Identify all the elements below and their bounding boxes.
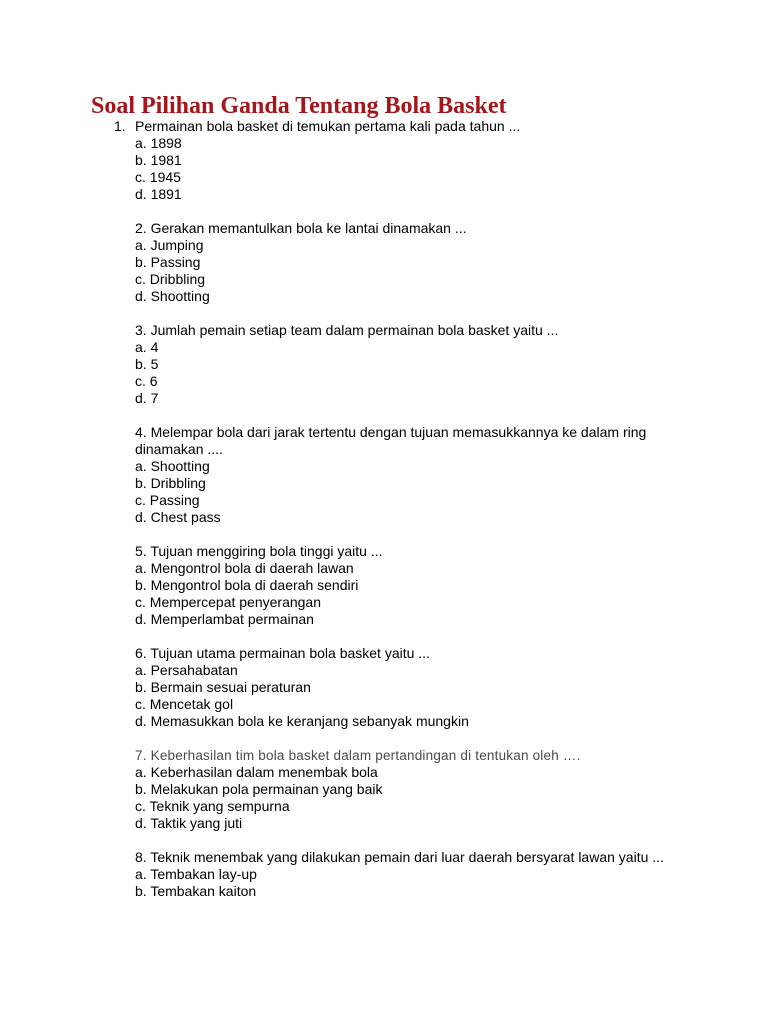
question-list bbox=[0, 118, 768, 900]
answer-option: d. Taktik yang juti bbox=[135, 815, 243, 831]
answer-option: b. Tembakan kaiton bbox=[135, 883, 257, 899]
question-2 bbox=[0, 220, 768, 305]
answer-option: b. Dribbling bbox=[135, 475, 206, 491]
answer-option: d. Shootting bbox=[135, 288, 210, 304]
question-8 bbox=[0, 849, 768, 900]
answer-option: b. 1981 bbox=[135, 152, 182, 168]
question-3 bbox=[0, 322, 768, 407]
answer-option: a. Jumping bbox=[135, 237, 204, 253]
question-number: 1. bbox=[114, 118, 126, 134]
question-stem: 5. Tujuan menggiring bola tinggi yaitu ... bbox=[135, 543, 383, 559]
answer-option: d. 7 bbox=[135, 390, 159, 406]
question-1 bbox=[0, 118, 768, 203]
answer-option: a. Keberhasilan dalam menembak bola bbox=[135, 764, 378, 780]
question-6 bbox=[0, 645, 768, 730]
answer-option: d. Memasukkan bola ke keranjang sebanyak mungkin bbox=[135, 713, 469, 729]
answer-option: c. Dribbling bbox=[135, 271, 206, 287]
answer-option: d. Chest pass bbox=[135, 509, 221, 525]
question-5 bbox=[0, 543, 768, 628]
answer-option: d. Memperlambat permainan bbox=[135, 611, 314, 627]
question-7 bbox=[0, 747, 768, 832]
answer-option: c. Teknik yang sempurna bbox=[135, 798, 290, 814]
answer-option: b. Mengontrol bola di daerah sendiri bbox=[135, 577, 359, 593]
question-4 bbox=[0, 424, 768, 526]
answer-option: a. 1898 bbox=[135, 135, 182, 151]
answer-option: a. Shootting bbox=[135, 458, 210, 474]
answer-option: b. 5 bbox=[135, 356, 159, 372]
answer-option: b. Melakukan pola permainan yang baik bbox=[135, 781, 383, 797]
question-stem: Permainan bola basket di temukan pertama kali pada tahun ... bbox=[135, 118, 521, 134]
answer-option: c. 6 bbox=[135, 373, 158, 389]
answer-option: c. Mempercepat penyerangan bbox=[135, 594, 321, 610]
answer-option: c. 1945 bbox=[135, 169, 181, 185]
answer-option: b. Passing bbox=[135, 254, 201, 270]
question-stem: 4. Melempar bola dari jarak tertentu dengan tujuan memasukkannya ke dalam ring dinamakan .... bbox=[135, 424, 647, 457]
answer-option: c. Passing bbox=[135, 492, 200, 508]
answer-option: c. Mencetak gol bbox=[135, 696, 234, 712]
question-stem: 8. Teknik menembak yang dilakukan pemain dari luar daerah bersyarat lawan yaitu ... bbox=[135, 849, 664, 865]
answer-option: a. Persahabatan bbox=[135, 662, 238, 678]
question-stem: 3. Jumlah pemain setiap team dalam permainan bola basket yaitu ... bbox=[135, 322, 559, 338]
answer-option: a. Tembakan lay-up bbox=[135, 866, 257, 882]
question-stem: 6. Tujuan utama permainan bola basket yaitu ... bbox=[135, 645, 430, 661]
answer-option: b. Bermain sesuai peraturan bbox=[135, 679, 311, 695]
question-stem: 2. Gerakan memantulkan bola ke lantai dinamakan ... bbox=[135, 220, 467, 236]
answer-option: d. 1891 bbox=[135, 186, 182, 202]
answer-option: a. Mengontrol bola di daerah lawan bbox=[135, 560, 354, 576]
document-title: Soal Pilihan Ganda Tentang Bola Basket bbox=[91, 93, 507, 119]
question-stem: 7. Keberhasilan tim bola basket dalam pertandingan di tentukan oleh …. bbox=[135, 748, 581, 763]
answer-option: a. 4 bbox=[135, 339, 159, 355]
